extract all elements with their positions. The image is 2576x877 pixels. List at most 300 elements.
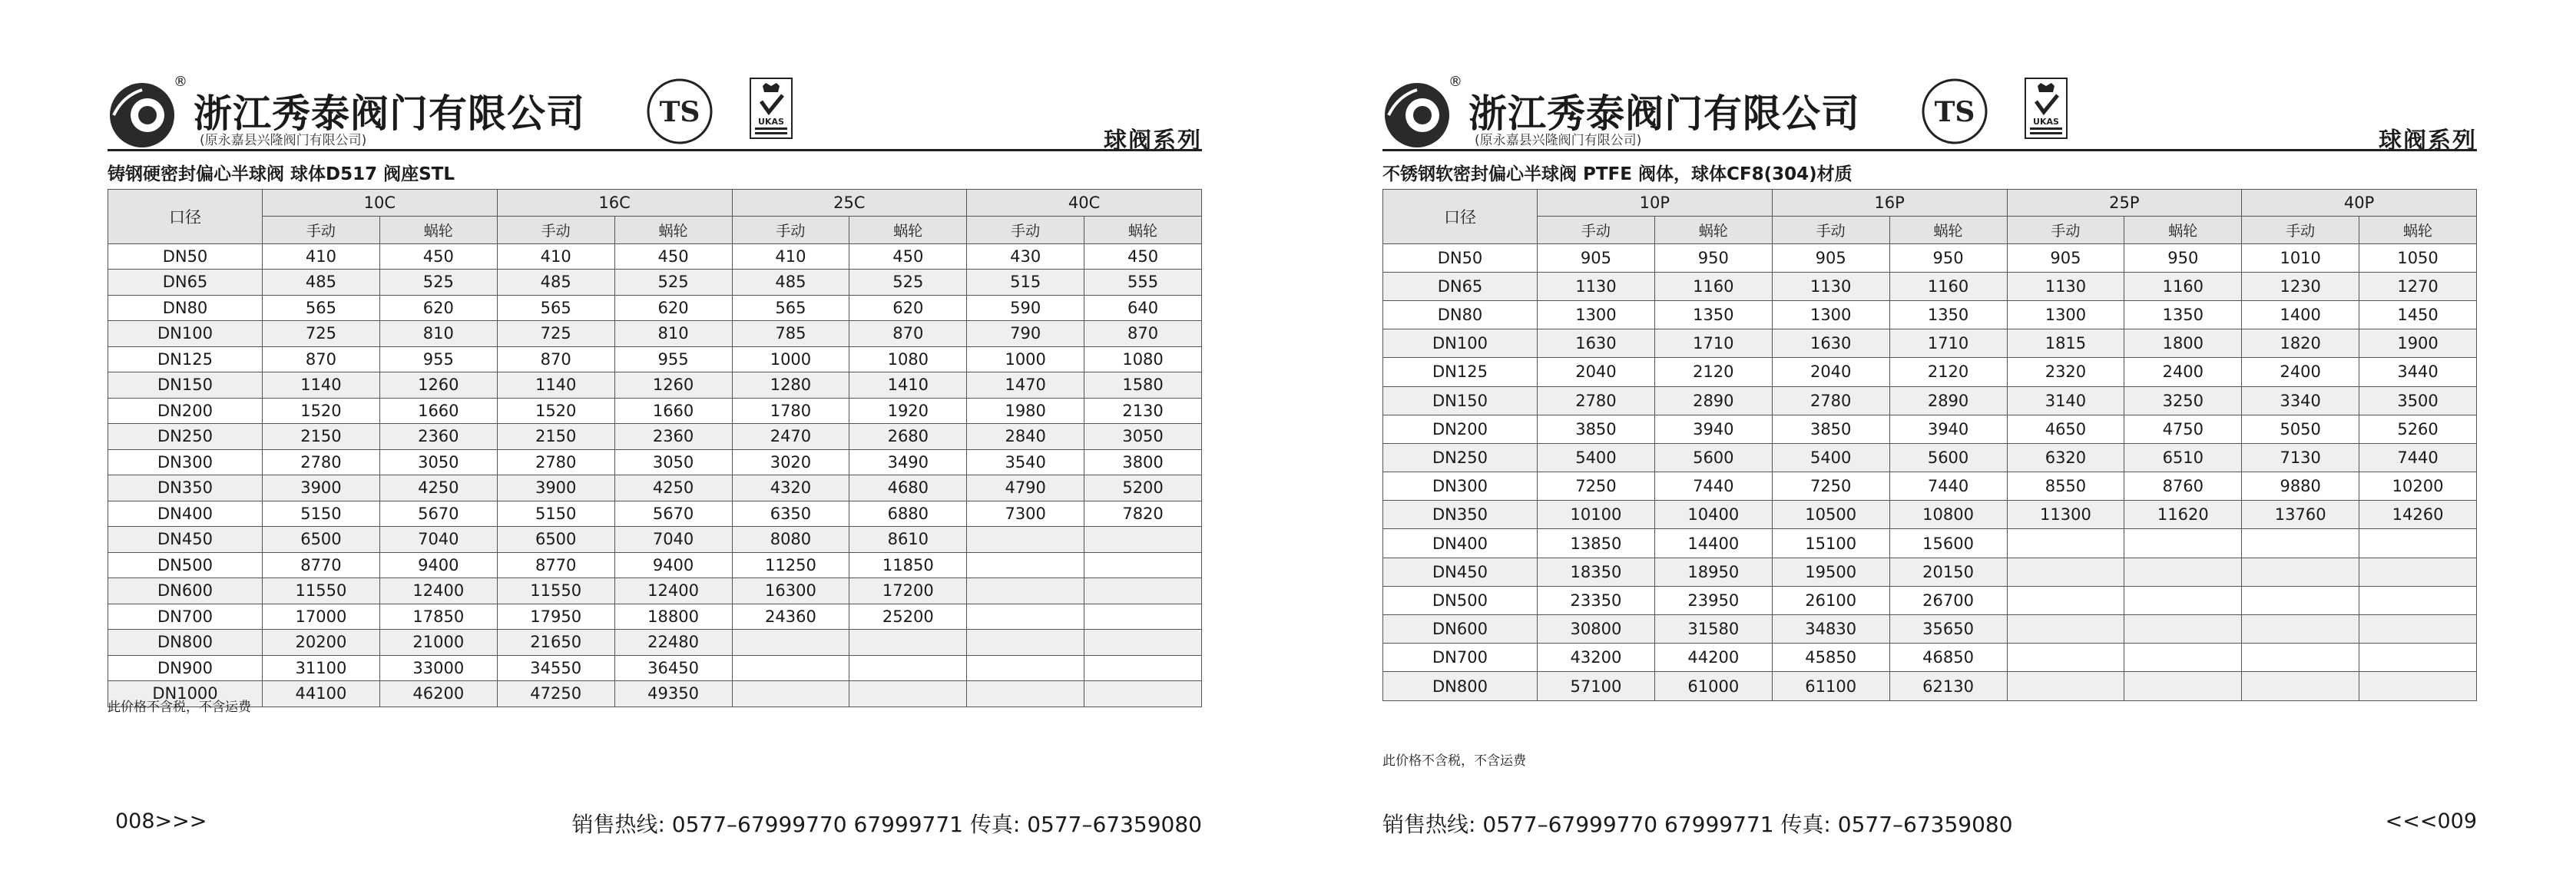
price-cell: 6500 bbox=[497, 527, 614, 553]
price-cell: 2400 bbox=[2124, 358, 2242, 386]
price-cell: 6880 bbox=[849, 501, 967, 527]
price-cell bbox=[849, 655, 967, 681]
table-row bbox=[108, 475, 1202, 501]
size-cell: DN200 bbox=[108, 398, 263, 424]
price-cell: 870 bbox=[849, 321, 967, 347]
price-cell: 18950 bbox=[1654, 558, 1772, 586]
subheader-row bbox=[1383, 217, 2477, 243]
price-cell: 21000 bbox=[379, 630, 497, 656]
size-cell: DN900 bbox=[108, 655, 263, 681]
price-cell: 1260 bbox=[614, 372, 732, 399]
size-cell: DN300 bbox=[108, 449, 263, 475]
price-cell: 1160 bbox=[1889, 272, 2007, 300]
price-cell: 1630 bbox=[1772, 329, 1889, 358]
price-cell: 14400 bbox=[1654, 529, 1772, 558]
price-cell: 36450 bbox=[614, 655, 732, 681]
size-cell: DN250 bbox=[108, 424, 263, 450]
table-row bbox=[108, 372, 1202, 399]
price-cell: 1000 bbox=[967, 346, 1084, 372]
price-cell: 3900 bbox=[263, 475, 380, 501]
price-cell: 515 bbox=[967, 270, 1084, 296]
left-page bbox=[108, 0, 1202, 877]
price-cell: 950 bbox=[2124, 243, 2242, 272]
price-cell: 44100 bbox=[263, 681, 380, 707]
price-cell bbox=[2124, 615, 2242, 644]
price-cell: 2890 bbox=[1889, 386, 2007, 415]
price-cell: 3440 bbox=[2359, 358, 2477, 386]
price-cell: 17850 bbox=[379, 604, 497, 630]
price-cell: 18350 bbox=[1538, 558, 1655, 586]
page-number: 008>>> bbox=[115, 809, 207, 833]
price-cell: 57100 bbox=[1538, 672, 1655, 700]
price-cell: 1450 bbox=[2359, 300, 2477, 329]
price-cell: 410 bbox=[497, 243, 614, 270]
price-cell: 34550 bbox=[497, 655, 614, 681]
price-cell: 15100 bbox=[1772, 529, 1889, 558]
group-header: 16C bbox=[497, 190, 732, 217]
table-row bbox=[108, 578, 1202, 604]
size-cell: DN1000 bbox=[108, 681, 263, 707]
price-cell bbox=[2007, 558, 2124, 586]
price-cell: 2780 bbox=[263, 449, 380, 475]
price-cell: 2890 bbox=[1654, 386, 1772, 415]
header-row bbox=[108, 190, 1202, 217]
table-row bbox=[108, 630, 1202, 656]
price-cell: 1130 bbox=[1538, 272, 1655, 300]
price-cell: 10100 bbox=[1538, 501, 1655, 529]
price-cell: 905 bbox=[1772, 243, 1889, 272]
price-cell: 1080 bbox=[849, 346, 967, 372]
price-cell: 5200 bbox=[1084, 475, 1202, 501]
table-row bbox=[108, 552, 1202, 578]
price-cell: 5600 bbox=[1654, 443, 1772, 472]
price-cell: 565 bbox=[263, 295, 380, 321]
price-cell: 1160 bbox=[1654, 272, 1772, 300]
price-cell: 2150 bbox=[497, 424, 614, 450]
size-header: 口径 bbox=[108, 190, 263, 244]
contact-line: 销售热线: 0577–67999770 67999771 传真: 0577–67359080 bbox=[1382, 812, 2013, 837]
size-cell: DN700 bbox=[1383, 644, 1538, 672]
price-cell bbox=[2242, 586, 2359, 614]
price-cell: 13850 bbox=[1538, 529, 1655, 558]
price-cell: 13760 bbox=[2242, 501, 2359, 529]
table-row bbox=[108, 295, 1202, 321]
worm-gear-header: 蜗轮 bbox=[1889, 217, 2007, 243]
price-cell: 2360 bbox=[614, 424, 732, 450]
price-table bbox=[1382, 189, 2477, 701]
company-former-name: (原永嘉县兴隆阀门有限公司) bbox=[200, 133, 367, 148]
price-cell: 7250 bbox=[1772, 472, 1889, 501]
price-cell: 2780 bbox=[1772, 386, 1889, 415]
price-cell: 4750 bbox=[2124, 415, 2242, 443]
price-cell: 485 bbox=[263, 270, 380, 296]
price-cell bbox=[2007, 586, 2124, 614]
size-cell: DN450 bbox=[1383, 558, 1538, 586]
size-cell: DN300 bbox=[1383, 472, 1538, 501]
manual-header: 手动 bbox=[2242, 217, 2359, 243]
price-cell: 20150 bbox=[1889, 558, 2007, 586]
price-cell: 11300 bbox=[2007, 501, 2124, 529]
price-cell bbox=[2124, 529, 2242, 558]
price-cell: 45850 bbox=[1772, 644, 1889, 672]
price-cell: 8760 bbox=[2124, 472, 2242, 501]
size-cell: DN800 bbox=[108, 630, 263, 656]
price-cell: 1815 bbox=[2007, 329, 2124, 358]
price-cell: 5150 bbox=[497, 501, 614, 527]
size-cell: DN200 bbox=[1383, 415, 1538, 443]
price-cell bbox=[2242, 615, 2359, 644]
table-row bbox=[1383, 529, 2477, 558]
price-cell: 10500 bbox=[1772, 501, 1889, 529]
table-row bbox=[108, 655, 1202, 681]
price-cell: 25200 bbox=[849, 604, 967, 630]
price-cell: 870 bbox=[497, 346, 614, 372]
price-cell: 1140 bbox=[263, 372, 380, 399]
price-cell: 5670 bbox=[614, 501, 732, 527]
table-row bbox=[1383, 243, 2477, 272]
price-cell: 905 bbox=[2007, 243, 2124, 272]
price-cell: 870 bbox=[1084, 321, 1202, 347]
price-cell: 5400 bbox=[1772, 443, 1889, 472]
price-cell: 785 bbox=[732, 321, 849, 347]
price-cell: 2120 bbox=[1889, 358, 2007, 386]
price-cell: 11620 bbox=[2124, 501, 2242, 529]
price-cell: 1230 bbox=[2242, 272, 2359, 300]
price-cell: 1280 bbox=[732, 372, 849, 399]
price-cell: 1010 bbox=[2242, 243, 2359, 272]
price-cell: 8550 bbox=[2007, 472, 2124, 501]
size-cell: DN100 bbox=[108, 321, 263, 347]
price-cell bbox=[967, 630, 1084, 656]
price-cell: 5670 bbox=[379, 501, 497, 527]
price-cell: 7040 bbox=[379, 527, 497, 553]
price-cell: 1400 bbox=[2242, 300, 2359, 329]
price-cell: 525 bbox=[614, 270, 732, 296]
price-cell: 1660 bbox=[379, 398, 497, 424]
header-divider bbox=[108, 149, 1202, 151]
price-cell: 1800 bbox=[2124, 329, 2242, 358]
page-number: <<<009 bbox=[2385, 809, 2477, 833]
price-cell: 3050 bbox=[614, 449, 732, 475]
price-cell: 2040 bbox=[1538, 358, 1655, 386]
price-cell: 1140 bbox=[497, 372, 614, 399]
price-cell bbox=[967, 578, 1084, 604]
price-cell: 6500 bbox=[263, 527, 380, 553]
price-cell: 2680 bbox=[849, 424, 967, 450]
worm-gear-header: 蜗轮 bbox=[614, 217, 732, 243]
size-cell: DN400 bbox=[108, 501, 263, 527]
header-divider bbox=[1382, 149, 2477, 151]
price-cell: 44200 bbox=[1654, 644, 1772, 672]
price-cell: 4250 bbox=[379, 475, 497, 501]
price-cell: 1160 bbox=[2124, 272, 2242, 300]
price-cell: 47250 bbox=[497, 681, 614, 707]
price-cell: 1080 bbox=[1084, 346, 1202, 372]
price-cell: 15600 bbox=[1889, 529, 2007, 558]
price-cell: 2120 bbox=[1654, 358, 1772, 386]
manual-header: 手动 bbox=[732, 217, 849, 243]
price-cell: 1350 bbox=[1654, 300, 1772, 329]
price-cell: 410 bbox=[732, 243, 849, 270]
price-cell: 8610 bbox=[849, 527, 967, 553]
price-cell: 23950 bbox=[1654, 586, 1772, 614]
size-header: 口径 bbox=[1383, 190, 1538, 244]
size-cell: DN125 bbox=[108, 346, 263, 372]
manual-header: 手动 bbox=[1538, 217, 1655, 243]
table-row bbox=[108, 321, 1202, 347]
price-cell: 3050 bbox=[379, 449, 497, 475]
price-cell: 870 bbox=[263, 346, 380, 372]
table-row bbox=[108, 270, 1202, 296]
group-header: 25P bbox=[2007, 190, 2242, 217]
price-cell bbox=[2007, 672, 2124, 700]
price-cell bbox=[849, 681, 967, 707]
size-cell: DN350 bbox=[108, 475, 263, 501]
price-cell: 46850 bbox=[1889, 644, 2007, 672]
price-cell: 12400 bbox=[379, 578, 497, 604]
manual-header: 手动 bbox=[967, 217, 1084, 243]
price-cell: 620 bbox=[379, 295, 497, 321]
price-cell: 1350 bbox=[1889, 300, 2007, 329]
price-cell: 555 bbox=[1084, 270, 1202, 296]
table-row bbox=[1383, 672, 2477, 700]
price-cell: 4320 bbox=[732, 475, 849, 501]
size-cell: DN250 bbox=[1383, 443, 1538, 472]
table-row bbox=[108, 424, 1202, 450]
price-cell: 8770 bbox=[497, 552, 614, 578]
price-cell: 1780 bbox=[732, 398, 849, 424]
registered-mark: ® bbox=[1449, 74, 1462, 90]
price-cell: 1130 bbox=[2007, 272, 2124, 300]
price-cell: 955 bbox=[379, 346, 497, 372]
price-cell bbox=[849, 630, 967, 656]
price-cell: 4250 bbox=[614, 475, 732, 501]
ukas-certification-icon bbox=[749, 77, 793, 140]
size-cell: DN350 bbox=[1383, 501, 1538, 529]
price-cell: 810 bbox=[379, 321, 497, 347]
price-cell: 1300 bbox=[1538, 300, 1655, 329]
table-title: 铸钢硬密封偏心半球阀 球体D517 阀座STL bbox=[108, 164, 455, 184]
price-cell: 1820 bbox=[2242, 329, 2359, 358]
price-cell: 2040 bbox=[1772, 358, 1889, 386]
table-row bbox=[108, 346, 1202, 372]
price-cell bbox=[2359, 529, 2477, 558]
group-header: 40P bbox=[2242, 190, 2477, 217]
price-cell: 3140 bbox=[2007, 386, 2124, 415]
price-cell: 485 bbox=[732, 270, 849, 296]
price-cell: 61000 bbox=[1654, 672, 1772, 700]
price-cell: 6320 bbox=[2007, 443, 2124, 472]
price-cell: 49350 bbox=[614, 681, 732, 707]
price-cell: 33000 bbox=[379, 655, 497, 681]
price-cell bbox=[967, 527, 1084, 553]
price-cell bbox=[732, 630, 849, 656]
table-row bbox=[108, 604, 1202, 630]
price-cell bbox=[2359, 586, 2477, 614]
size-cell: DN600 bbox=[1383, 615, 1538, 644]
price-cell bbox=[1084, 527, 1202, 553]
price-cell bbox=[967, 655, 1084, 681]
price-cell: 10400 bbox=[1654, 501, 1772, 529]
price-cell: 14260 bbox=[2359, 501, 2477, 529]
price-cell: 31100 bbox=[263, 655, 380, 681]
price-cell: 7440 bbox=[2359, 443, 2477, 472]
size-cell: DN800 bbox=[1383, 672, 1538, 700]
contact-line: 销售热线: 0577–67999770 67999771 传真: 0577–67359080 bbox=[571, 812, 1202, 837]
price-cell: 1900 bbox=[2359, 329, 2477, 358]
company-logo-icon bbox=[1382, 81, 1452, 150]
table-row bbox=[1383, 415, 2477, 443]
price-cell bbox=[2124, 672, 2242, 700]
price-cell: 31580 bbox=[1654, 615, 1772, 644]
price-cell: 11550 bbox=[263, 578, 380, 604]
price-cell: 2780 bbox=[1538, 386, 1655, 415]
price-cell bbox=[1084, 630, 1202, 656]
table-row bbox=[1383, 272, 2477, 300]
price-cell: 10200 bbox=[2359, 472, 2477, 501]
price-cell: 3490 bbox=[849, 449, 967, 475]
price-cell: 410 bbox=[263, 243, 380, 270]
price-cell bbox=[2242, 558, 2359, 586]
price-cell: 525 bbox=[379, 270, 497, 296]
price-cell: 9400 bbox=[379, 552, 497, 578]
price-note: 此价格不含税，不含运费 bbox=[108, 700, 251, 715]
price-cell bbox=[2007, 644, 2124, 672]
price-cell: 3020 bbox=[732, 449, 849, 475]
size-cell: DN150 bbox=[1383, 386, 1538, 415]
price-cell: 1350 bbox=[2124, 300, 2242, 329]
price-cell: 1050 bbox=[2359, 243, 2477, 272]
price-cell: 4680 bbox=[849, 475, 967, 501]
price-cell: 1920 bbox=[849, 398, 967, 424]
group-header: 10P bbox=[1538, 190, 1773, 217]
price-cell bbox=[2007, 615, 2124, 644]
price-cell: 725 bbox=[263, 321, 380, 347]
page-header bbox=[108, 74, 1202, 154]
price-note: 此价格不含税，不含运费 bbox=[1382, 753, 1526, 769]
size-cell: DN700 bbox=[108, 604, 263, 630]
group-header: 25C bbox=[732, 190, 967, 217]
price-cell: 1470 bbox=[967, 372, 1084, 399]
price-cell: 3050 bbox=[1084, 424, 1202, 450]
price-cell bbox=[2124, 586, 2242, 614]
price-cell: 450 bbox=[1084, 243, 1202, 270]
price-cell: 5260 bbox=[2359, 415, 2477, 443]
price-cell: 3250 bbox=[2124, 386, 2242, 415]
worm-gear-header: 蜗轮 bbox=[2359, 217, 2477, 243]
price-cell: 525 bbox=[849, 270, 967, 296]
price-cell bbox=[967, 604, 1084, 630]
price-cell: 1300 bbox=[1772, 300, 1889, 329]
price-cell bbox=[1084, 578, 1202, 604]
price-cell bbox=[2359, 672, 2477, 700]
price-cell: 62130 bbox=[1889, 672, 2007, 700]
page-header bbox=[1382, 74, 2477, 154]
size-cell: DN450 bbox=[108, 527, 263, 553]
worm-gear-header: 蜗轮 bbox=[1654, 217, 1772, 243]
price-cell: 26100 bbox=[1772, 586, 1889, 614]
size-cell: DN65 bbox=[1383, 272, 1538, 300]
table-row bbox=[1383, 329, 2477, 358]
price-cell bbox=[1084, 655, 1202, 681]
right-page bbox=[1382, 0, 2477, 877]
price-cell: 17200 bbox=[849, 578, 967, 604]
price-cell: 5400 bbox=[1538, 443, 1655, 472]
size-cell: DN50 bbox=[108, 243, 263, 270]
price-cell: 3340 bbox=[2242, 386, 2359, 415]
price-cell bbox=[2124, 644, 2242, 672]
price-cell: 590 bbox=[967, 295, 1084, 321]
manual-header: 手动 bbox=[1772, 217, 1889, 243]
price-cell: 7820 bbox=[1084, 501, 1202, 527]
price-cell: 24360 bbox=[732, 604, 849, 630]
price-cell: 20200 bbox=[263, 630, 380, 656]
price-cell: 1980 bbox=[967, 398, 1084, 424]
table-title: 不锈钢软密封偏心半球阀 PTFE 阀体，球体CF8(304)材质 bbox=[1382, 164, 1853, 184]
price-cell: 565 bbox=[497, 295, 614, 321]
price-cell bbox=[2242, 644, 2359, 672]
price-cell: 1270 bbox=[2359, 272, 2477, 300]
price-cell: 430 bbox=[967, 243, 1084, 270]
price-cell: 1300 bbox=[2007, 300, 2124, 329]
price-cell: 34830 bbox=[1772, 615, 1889, 644]
price-cell: 2400 bbox=[2242, 358, 2359, 386]
price-cell: 11550 bbox=[497, 578, 614, 604]
price-cell: 3850 bbox=[1772, 415, 1889, 443]
price-cell: 725 bbox=[497, 321, 614, 347]
price-cell: 3900 bbox=[497, 475, 614, 501]
price-cell: 21650 bbox=[497, 630, 614, 656]
group-header: 10C bbox=[263, 190, 498, 217]
table-row bbox=[108, 527, 1202, 553]
price-cell: 1130 bbox=[1772, 272, 1889, 300]
price-cell: 7440 bbox=[1889, 472, 2007, 501]
price-cell bbox=[1084, 604, 1202, 630]
price-cell: 12400 bbox=[614, 578, 732, 604]
price-cell: 2130 bbox=[1084, 398, 1202, 424]
price-cell: 3540 bbox=[967, 449, 1084, 475]
size-cell: DN400 bbox=[1383, 529, 1538, 558]
price-cell bbox=[2242, 672, 2359, 700]
price-cell: 3800 bbox=[1084, 449, 1202, 475]
header-row bbox=[1383, 190, 2477, 217]
company-logo-icon bbox=[108, 81, 177, 150]
price-cell: 10800 bbox=[1889, 501, 2007, 529]
table-row bbox=[108, 501, 1202, 527]
price-cell: 1000 bbox=[732, 346, 849, 372]
price-cell bbox=[2242, 529, 2359, 558]
price-cell: 61100 bbox=[1772, 672, 1889, 700]
ts-certification-icon bbox=[645, 77, 714, 146]
company-former-name: (原永嘉县兴隆阀门有限公司) bbox=[1475, 133, 1642, 148]
price-cell: 450 bbox=[614, 243, 732, 270]
price-cell: 17950 bbox=[497, 604, 614, 630]
manual-header: 手动 bbox=[2007, 217, 2124, 243]
price-cell: 2840 bbox=[967, 424, 1084, 450]
price-cell: 4790 bbox=[967, 475, 1084, 501]
table-row bbox=[1383, 300, 2477, 329]
company-name: 浙江秀泰阀门有限公司 bbox=[194, 91, 585, 136]
price-cell bbox=[1084, 552, 1202, 578]
price-cell: 950 bbox=[1889, 243, 2007, 272]
price-cell: 1260 bbox=[379, 372, 497, 399]
size-cell: DN500 bbox=[108, 552, 263, 578]
table-row bbox=[1383, 386, 2477, 415]
price-cell: 22480 bbox=[614, 630, 732, 656]
price-cell: 2150 bbox=[263, 424, 380, 450]
price-cell: 905 bbox=[1538, 243, 1655, 272]
price-cell: 35650 bbox=[1889, 615, 2007, 644]
